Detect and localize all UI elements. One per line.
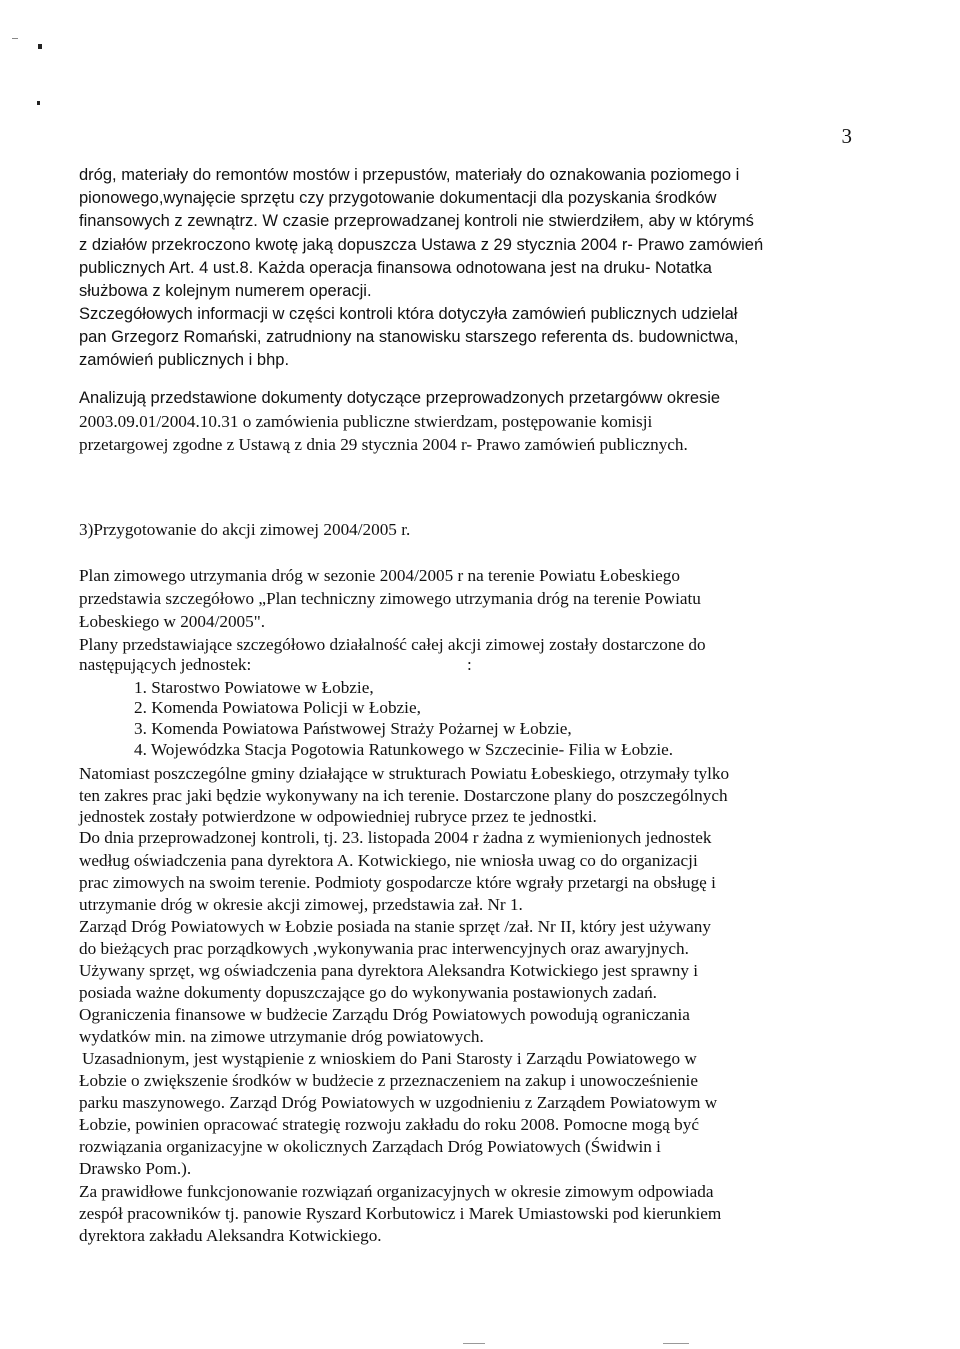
scan-speck bbox=[12, 38, 18, 39]
text-line: Do dnia przeprowadzonej kontroli, tj. 23. listopada 2004 r żadna z wymienionych jednostek bbox=[79, 828, 712, 847]
text-line: Łobeskiego w 2004/2005". bbox=[79, 612, 266, 631]
text-line: zespół pracowników tj. panowie Ryszard Korbutowicz i Marek Umiastowski pod kierunkiem bbox=[79, 1204, 722, 1223]
scan-speck bbox=[37, 101, 40, 105]
text-line: wydatków min. na zimowe utrzymanie dróg powiatowych. bbox=[79, 1027, 484, 1046]
list-item: 1. Starostwo Powiatowe w Łobzie, bbox=[134, 678, 374, 697]
text-line: 2003.09.01/2004.10.31 o zamówienia publiczne stwierdzam, postępowanie komisji bbox=[79, 412, 653, 431]
text-line: dróg, materiały do remontów mostów i przepustów, materiały do oznakowania poziomego i bbox=[79, 166, 740, 184]
text-line: do bieżących prac porządkowych ,wykonywania prac interwencyjnych oraz awaryjnych. bbox=[79, 939, 689, 958]
text-line: Ograniczenia finansowe w budżecie Zarządu Dróg Powiatowych powodują ograniczania bbox=[79, 1005, 690, 1024]
text-line: ten zakres prac jaki będzie wykonywany na ich terenie. Dostarczone plany do poszczególnych bbox=[79, 786, 728, 805]
scan-speck bbox=[663, 1343, 689, 1344]
section-heading: 3)Przygotowanie do akcji zimowej 2004/2005 r. bbox=[79, 520, 411, 539]
text-line: z działów przekroczono kwotę jaką dopuszcza Ustawa z 29 stycznia 2004 r- Prawo zamówień bbox=[79, 236, 764, 254]
text-line: przedstawia szczegółowo „Plan techniczny zimowego utrzymania dróg na terenie Powiatu bbox=[79, 589, 701, 608]
text-line: Uzasadnionym, jest wystąpienie z wnioskiem do Pani Starosty i Zarządu Powiatowego w bbox=[82, 1049, 697, 1068]
text-line: utrzymanie dróg w okresie akcji zimowej, przedstawia zał. Nr 1. bbox=[79, 895, 523, 914]
text-line: służbowa z kolejnym numerem operacji. bbox=[79, 282, 372, 300]
text-line: Analizują przedstawione dokumenty dotyczące przeprowadzonych przetargóww okresie bbox=[79, 389, 721, 407]
text-line: przetargowej zgodne z Ustawą z dnia 29 stycznia 2004 r- Prawo zamówień publicznych. bbox=[79, 435, 688, 454]
text-line: Za prawidłowe funkcjonowanie rozwiązań organizacyjnych w okresie zimowym odpowiada bbox=[79, 1182, 714, 1201]
text-line: posiada ważne dokumenty dopuszczające go do wykonywania postawionych zadań. bbox=[79, 983, 657, 1002]
text-line: pan Grzegorz Romański, zatrudniony na stanowisku starszego referenta ds. budownictwa, bbox=[79, 328, 739, 346]
list-item: 3. Komenda Powiatowa Państwowej Straży Pożarnej w Łobzie, bbox=[134, 719, 572, 738]
text-line: Używany sprzęt, wg oświadczenia pana dyrektora Aleksandra Kotwickiego jest sprawny i bbox=[79, 961, 699, 980]
list-item: 4. Wojewódzka Stacja Pogotowia Ratunkowego w Szczecinie- Filia w Łobzie. bbox=[134, 740, 674, 759]
scan-speck bbox=[463, 1343, 485, 1344]
list-item: 2. Komenda Powiatowa Policji w Łobzie, bbox=[134, 698, 421, 717]
text-line: dyrektora zakładu Aleksandra Kotwickiego. bbox=[79, 1226, 382, 1245]
scan-speck bbox=[38, 44, 42, 49]
text-line: Szczegółowych informacji w części kontroli która dotyczyła zamówień publicznych udzielał bbox=[79, 305, 738, 323]
text-line: Łobzie, powinien opracować strategię rozwoju zakładu do roku 2008. Pomocne mogą być bbox=[79, 1115, 699, 1134]
text-line: według oświadczenia pana dyrektora A. Kotwickiego, nie wniosła uwag co do organizacji bbox=[79, 851, 698, 870]
text-line: Łobzie o zwiększenie środków w budżecie z przeznaczeniem na zakup i unowocześnienie bbox=[79, 1071, 698, 1090]
text-line: Zarząd Dróg Powiatowych w Łobzie posiada na stanie sprzęt /zał. Nr II, który jest używany bbox=[79, 917, 711, 936]
text-line: Drawsko Pom.). bbox=[79, 1159, 192, 1178]
text-line: prac zimowych na swoim terenie. Podmioty gospodarcze które wgrały przetargi na obsługę i bbox=[79, 873, 716, 892]
text-line: publicznych Art. 4 ust.8. Każda operacja finansowa odnotowana jest na druku- Notatka bbox=[79, 259, 712, 277]
text-line: jednostek zostały potwierdzone w odpowiedniej rubryce przez te jednostki. bbox=[79, 807, 597, 826]
text-line: pionowego,wynajęcie sprzętu czy przygotowanie dokumentacji dla pozyskania środków bbox=[79, 189, 717, 207]
text-line: Plany przedstawiające szczegółowo działalność całej akcji zimowej zostały dostarczone do bbox=[79, 635, 706, 654]
text-line: następujących jednostek: bbox=[79, 655, 252, 674]
text-line: parku maszynowego. Zarząd Dróg Powiatowych w uzgodnieniu z Zarządem Powiatowym w bbox=[79, 1093, 718, 1112]
text-line: zamówień publicznych i bhp. bbox=[79, 351, 290, 369]
page-number: 3 bbox=[841, 124, 852, 148]
stray-colon: : bbox=[467, 655, 472, 674]
text-line: rozwiązania organizacyjne w okolicznych Zarządach Dróg Powiatowych (Świdwin i bbox=[79, 1137, 661, 1156]
text-line: finansowych z zewnątrz. W czasie przeprowadzanej kontroli nie stwierdziłem, aby w którymś bbox=[79, 212, 754, 230]
text-line: Plan zimowego utrzymania dróg w sezonie 2004/2005 r na terenie Powiatu Łobeskiego bbox=[79, 566, 680, 585]
text-line: Natomiast poszczególne gminy działające w strukturach Powiatu Łobeskiego, otrzymały tylko bbox=[79, 764, 730, 783]
